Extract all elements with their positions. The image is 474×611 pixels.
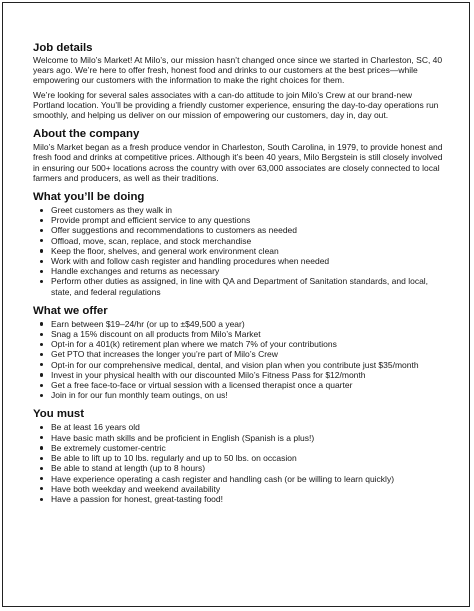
list-item: Have a passion for honest, great-tasting food! — [51, 494, 445, 504]
list-item: Invest in your physical health with our discounted Milo’s Fitness Pass for $12/month — [51, 370, 445, 380]
section-heading-job-details: Job details — [33, 42, 93, 54]
list-item: Be able to lift up to 10 lbs. regularly and up to 50 lbs. on occasion — [51, 453, 445, 463]
list-item: Work with and follow cash register and handling procedures when needed — [51, 256, 445, 266]
list-item: Have both weekday and weekend availability — [51, 484, 445, 494]
list-item: Perform other duties as assigned, in line with QA and Department of Sanitation standards, and local, state, and federal regulations — [51, 276, 445, 296]
section-heading-doing: What you’ll be doing — [33, 191, 145, 204]
list-item: Handle exchanges and returns as necessary — [51, 266, 445, 276]
list-item: Provide prompt and efficient service to any questions — [51, 215, 445, 225]
list-item: Get PTO that increases the longer you’re part of Milo’s Crew — [51, 349, 445, 359]
list-item: Offload, move, scan, replace, and stock merchandise — [51, 236, 445, 246]
list-item: Have experience operating a cash register and handling cash (or be willing to learn quickly) — [51, 474, 445, 484]
list-item: Opt-in for a 401(k) retirement plan where we match 7% of your contributions — [51, 339, 445, 349]
offer-list — [33, 319, 445, 401]
section-heading-must: You must — [33, 408, 85, 421]
list-item: Be at least 16 years old — [51, 422, 445, 432]
list-item: Be able to stand at length (up to 8 hours) — [51, 463, 445, 473]
list-item: Earn between $19–24/hr (or up to ±$49,500 a year) — [51, 319, 445, 329]
section-you-must — [33, 407, 445, 504]
must-list — [33, 422, 445, 504]
list-item: Snag a 15% discount on all products from Milo’s Market — [51, 329, 445, 339]
list-item: Have basic math skills and be proficient in English (Spanish is a plus!) — [51, 433, 445, 443]
list-item: Be extremely customer-centric — [51, 443, 445, 453]
list-item: Join in for our fun monthly team outings, on us! — [51, 390, 445, 400]
section-heading-offer: What we offer — [33, 304, 108, 317]
section-job-details — [33, 41, 445, 120]
about-paragraph: Milo’s Market began as a fresh produce vendor in Charleston, South Carolina, in 1979, to provide honest and fresh food and drinks at competitive prices. Although it’s been 40 years, Milo Bergstein is still closely involved in ensuring our 500+ locations across the country with over 63,000 associates are closely connected to local farmers and producers, as well as their traditions. — [33, 142, 443, 183]
list-item: Greet customers as they walk in — [51, 205, 445, 215]
doing-list — [33, 205, 445, 297]
list-item: Keep the floor, shelves, and general work environment clean — [51, 246, 445, 256]
document-page — [2, 2, 470, 607]
section-what-youll-be-doing — [33, 190, 445, 297]
list-item: Get a free face-to-face or virtual session with a licensed therapist once a quarter — [51, 380, 445, 390]
job-details-paragraph-1: Welcome to Milo’s Market! At Milo’s, our mission hasn’t changed once since we started in Charleston, SC, 40 years ago. We’re here to offer fresh, honest food and drinks to our customers at the best prices—while empowering our customers with the information to make the right choices for them. — [33, 55, 443, 86]
document-content — [33, 41, 445, 504]
section-about-company — [33, 127, 445, 183]
list-item: Opt-in for our comprehensive medical, dental, and vision plan when you contribute just $35/month — [51, 360, 445, 370]
section-what-we-offer — [33, 304, 445, 401]
list-item: Offer suggestions and recommendations to customers as needed — [51, 225, 445, 235]
job-details-paragraph-2: We’re looking for several sales associates with a can-do attitude to join Milo’s Crew at our brand-new Portland location. You’ll be providing a friendly customer experience, ensuring the day-to-day operations run smoothly, and helping us deliver on our mission of empowering our customers, day in, day out. — [33, 89, 439, 121]
section-heading-about: About the company — [33, 128, 140, 141]
